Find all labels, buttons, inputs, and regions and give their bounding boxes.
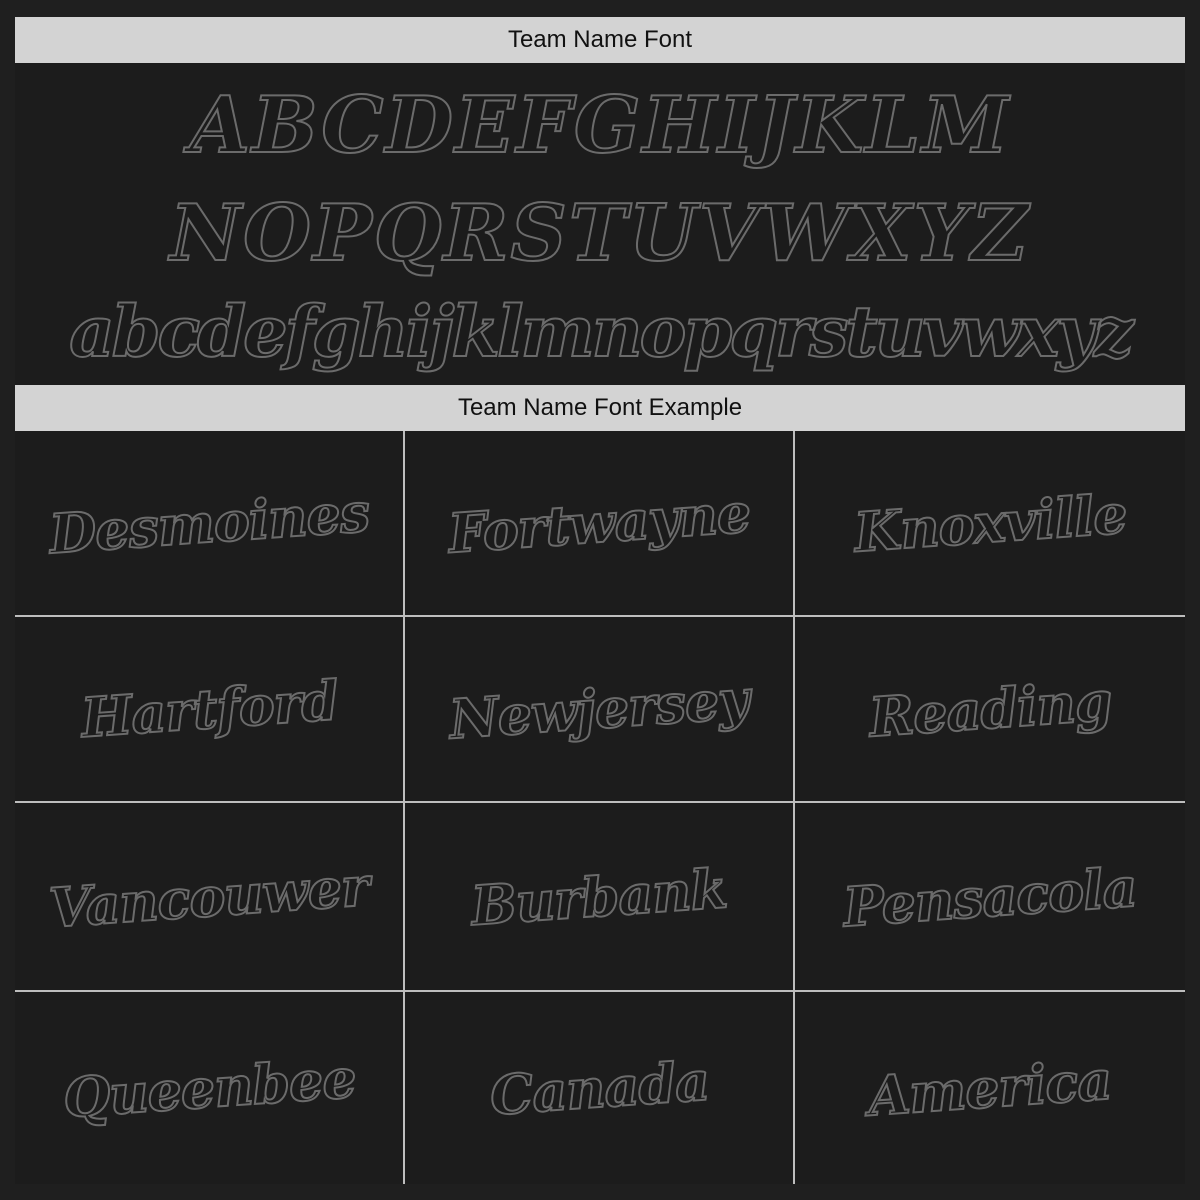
uppercase-row-1: ABCDEFGHIJKLM [189, 80, 1011, 171]
example-text: Knoxville [851, 481, 1129, 565]
example-cell [405, 803, 795, 992]
example-text: Reading [866, 668, 1114, 750]
example-cell [15, 803, 405, 992]
example-text: Vancouwer [47, 853, 371, 940]
example-text: Desmoines [47, 479, 371, 567]
example-text: Fortwayne [445, 480, 752, 566]
alphabet-panel [15, 63, 1185, 385]
example-text: Newjersey [447, 666, 751, 752]
team-name-font-header: Team Name Font [15, 17, 1185, 63]
example-text: Hartford [78, 668, 340, 750]
lowercase-row: abcdefghijklmnopqrstuvwxyz [69, 290, 1131, 373]
example-text: Pensacola [841, 854, 1139, 939]
uppercase-row-2: NOPQRSTUVWXYZ [169, 188, 1031, 279]
example-cell [405, 617, 795, 803]
example-cell [405, 431, 795, 617]
example-text: Queenbee [60, 1045, 358, 1131]
example-cell [15, 992, 405, 1184]
example-cell [795, 431, 1185, 617]
example-text: America [866, 1047, 1114, 1129]
examples-grid [15, 431, 1185, 1184]
example-cell [795, 992, 1185, 1184]
example-cell [15, 617, 405, 803]
example-cell [405, 992, 795, 1184]
example-text: Burbank [469, 855, 729, 938]
example-cell [15, 431, 405, 617]
example-cell [795, 617, 1185, 803]
team-name-font-example-header: Team Name Font Example [15, 385, 1185, 431]
example-cell [795, 803, 1185, 992]
example-text: Canada [487, 1048, 711, 1128]
